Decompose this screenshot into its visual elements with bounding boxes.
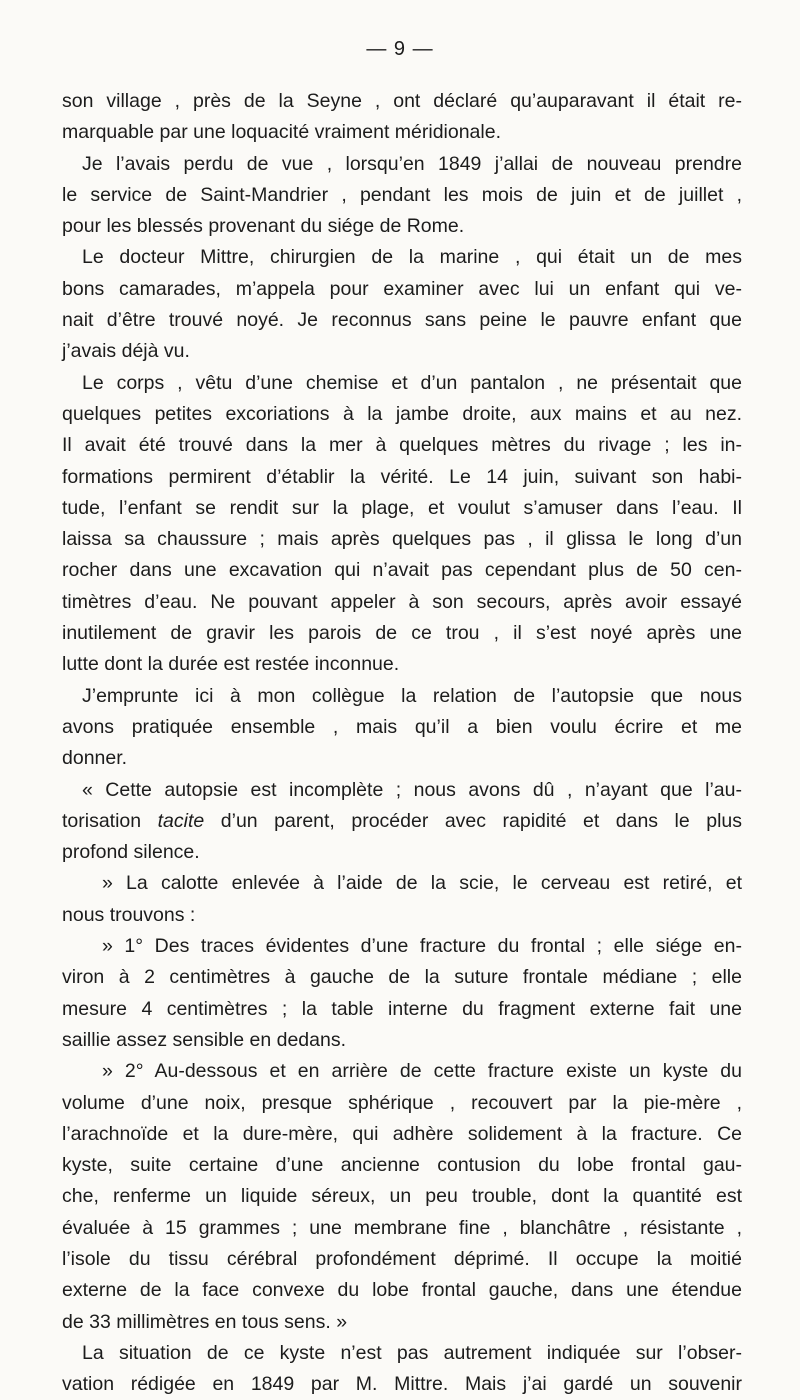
text-line: évaluée à 15 grammes ; une membrane fine , blanchâtre , résistante , <box>62 1216 742 1239</box>
body-text <box>62 86 742 1400</box>
text-line: quelques petites excoriations à la jambe droite, aux mains et au nez. <box>62 402 742 425</box>
text-line: laissa sa chaussure ; mais après quelques pas , il glissa le long d’un <box>62 528 742 551</box>
page-number: — 9 — <box>366 38 434 60</box>
text-line: le service de Saint-Mandrier , pendant les mois de juin et de juillet , <box>62 183 742 206</box>
text-line: che, renferme un liquide séreux, un peu trouble, dont la quantité est <box>62 1185 742 1208</box>
text-line: » La calotte enlevée à l’aide de la scie, le cerveau est retiré, et <box>102 872 742 895</box>
text-line: Le docteur Mittre, chirurgien de la marine , qui était un de mes <box>82 246 742 269</box>
text-segment: torisation <box>62 809 142 832</box>
text-line: saillie assez sensible en dedans. <box>62 1028 347 1051</box>
text-line: tude, l’enfant se rendit sur la plage, et voulut s’amuser dans l’eau. Il <box>62 496 742 519</box>
text-line: lutte dont la durée est restée inconnue. <box>62 653 400 676</box>
text-line: de 33 millimètres en tous sens. » <box>62 1310 348 1333</box>
text-line: vation rédigée en 1849 par M. Mittre. Mais j’ai gardé un souvenir <box>62 1373 742 1396</box>
text-line: » 1° Des traces évidentes d’une fracture du frontal ; elle siége en- <box>102 935 742 958</box>
text-line: profond silence. <box>62 841 200 864</box>
text-line-with-italic <box>62 806 742 837</box>
text-line: externe de la face convexe du lobe frontal gauche, dans une étendue <box>62 1279 742 1302</box>
text-line: bons camarades, m’appela pour examiner avec lui un enfant qui ve- <box>62 277 742 300</box>
text-line: Je l’avais perdu de vue , lorsqu’en 1849 j’allai de nouveau prendre <box>82 152 742 175</box>
text-line: avons pratiquée ensemble , mais qu’il a bien voulu écrire et me <box>62 715 742 738</box>
text-line: Le corps , vêtu d’une chemise et d’un pantalon , ne présentait que <box>82 371 742 394</box>
text-line: nous trouvons : <box>62 903 196 926</box>
text-line: rocher dans une excavation qui n’avait pas cependant plus de 50 cen- <box>62 559 742 582</box>
text-line: mesure 4 centimètres ; la table interne du fragment externe fait une <box>62 997 742 1020</box>
text-line: formations permirent d’établir la vérité. Le 14 juin, suivant son habi- <box>62 465 742 488</box>
text-line: l’arachnoïde et la dure-mère, qui adhère solidement à la fracture. Ce <box>62 1122 742 1145</box>
text-line: viron à 2 centimètres à gauche de la suture frontale médiane ; elle <box>62 966 742 989</box>
text-segment: d’un parent, procéder avec rapidité et dans le plus <box>220 809 743 832</box>
text-line: donner. <box>62 747 128 770</box>
text-line: Il avait été trouvé dans la mer à quelques mètres du rivage ; les in- <box>62 434 742 457</box>
text-line: pour les blessés provenant du siége de Rome. <box>62 215 465 238</box>
text-line: » 2° Au-dessous et en arrière de cette fracture existe un kyste du <box>102 1060 742 1083</box>
text-line: inutilement de gravir les parois de ce trou , il s’est noyé après une <box>62 622 742 645</box>
text-line: « Cette autopsie est incomplète ; nous avons dû , n’ayant que l’au- <box>82 778 742 801</box>
text-line: marquable par une loquacité vraiment méridionale. <box>62 121 501 144</box>
text-line: J’emprunte ici à mon collègue la relation de l’autopsie que nous <box>82 684 742 707</box>
text-line: nait d’être trouvé noyé. Je reconnus sans peine le pauvre enfant que <box>62 309 742 332</box>
italic-word: tacite <box>157 809 205 832</box>
text-line: timètres d’eau. Ne pouvant appeler à son secours, après avoir essayé <box>62 590 742 613</box>
text-line: j’avais déjà vu. <box>62 340 190 363</box>
text-line: kyste, suite certaine d’une ancienne contusion du lobe frontal gau- <box>62 1154 742 1177</box>
text-line: volume d’une noix, presque sphérique , recouvert par la pie-mère , <box>62 1091 742 1114</box>
text-line: l’isole du tissu cérébral profondément déprimé. Il occupe la moitié <box>62 1247 742 1270</box>
text-line: La situation de ce kyste n’est pas autrement indiquée sur l’obser- <box>82 1341 742 1364</box>
text-line: son village , près de la Seyne , ont déclaré qu’auparavant il était re- <box>62 90 742 112</box>
